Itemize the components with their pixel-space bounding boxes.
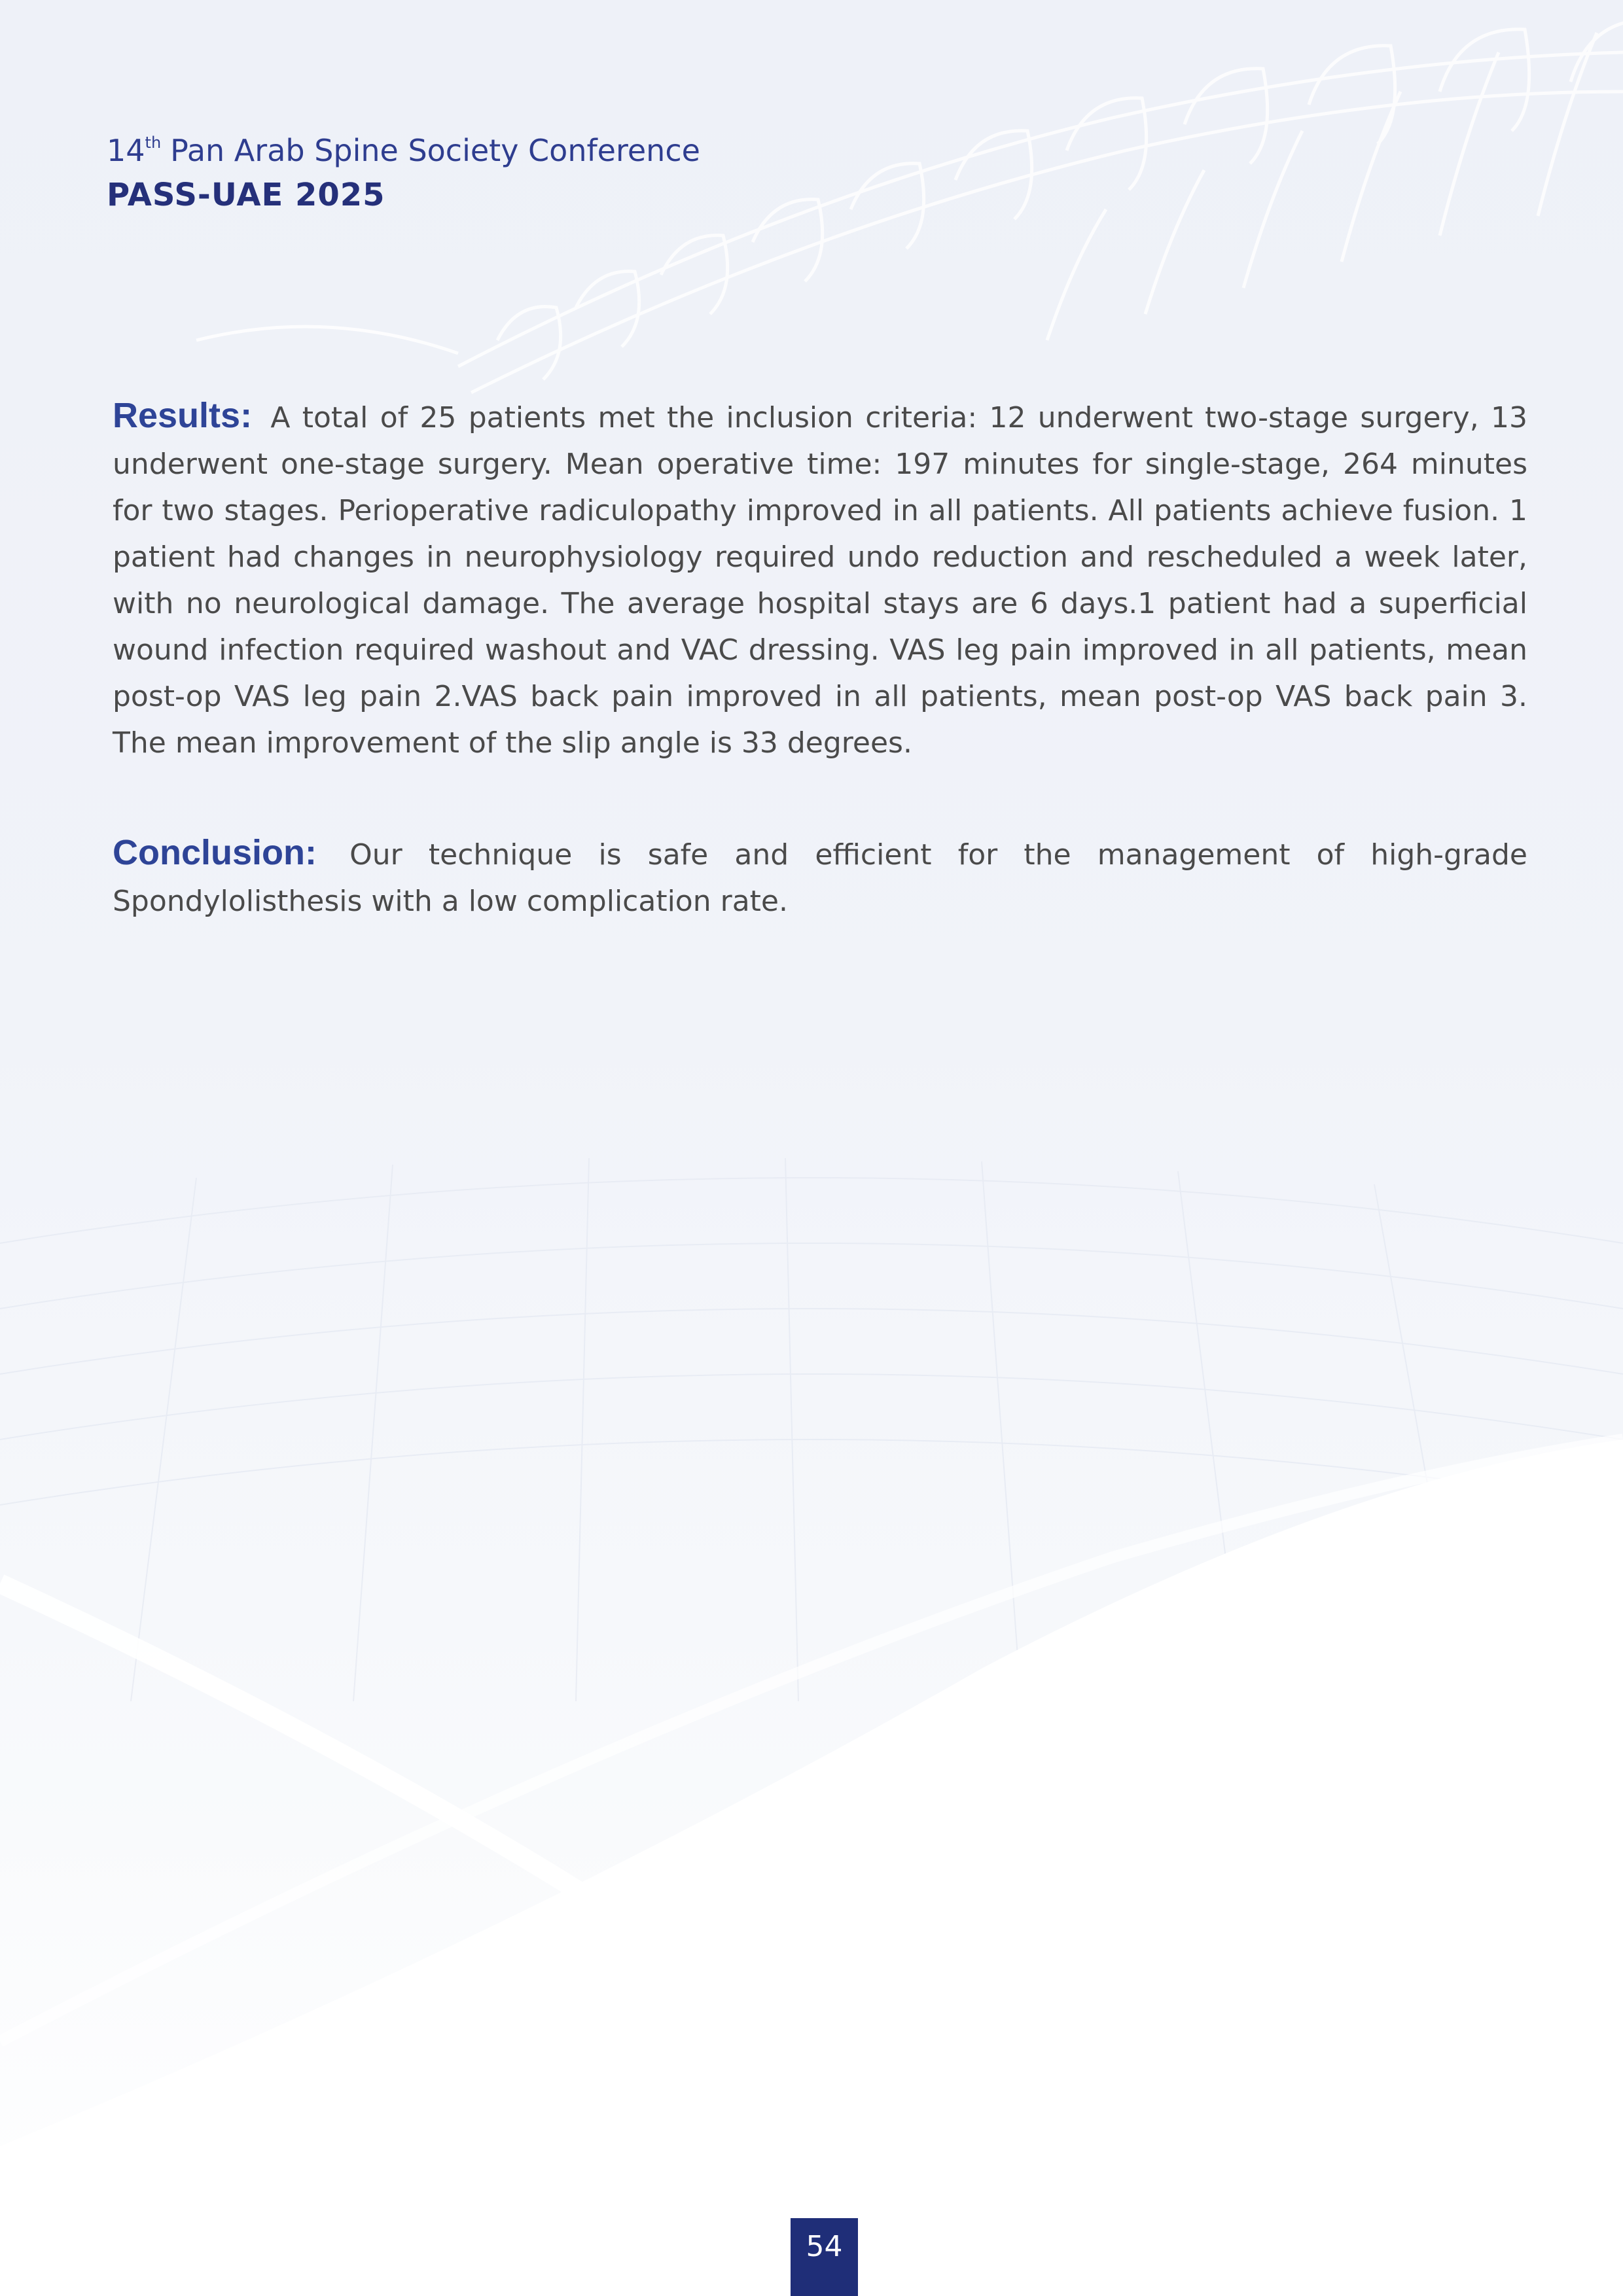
conference-title-line [107, 121, 700, 172]
lower-wave-line-1 [0, 1583, 589, 1898]
edition-suffix: th [145, 133, 162, 152]
edition-number: 14 [107, 133, 145, 168]
lower-wave-white [0, 1439, 1623, 2296]
event-name: PASS-UAE 2025 [107, 177, 385, 213]
conference-name: Pan Arab Spine Society Conference [170, 133, 700, 168]
conclusion-section [113, 830, 1527, 925]
results-heading: Results: [113, 396, 253, 435]
results-section [113, 393, 1527, 766]
results-body: A total of 25 patients met the inclusion criteria: 12 underwent two-stage surgery, 13 underwent one-stage surgery. Mean operative time: 197 minutes for single-stage, 264 minutes for two stages. Perioperative radiculopathy improved in all patients. All patients achieve fusion. 1 patient had changes in neurophysiology required undo reduction and rescheduled a week later, with no neurological damage. The average hospital stays are 6 days.1 patient had a superficial wound infection required washout and VAC dressing. VAS leg pain improved in all patients, mean post-op VAS leg pain 2.VAS back pain improved in all patients, mean post-op VAS back pain 3. The mean improvement of the slip angle is 33 degrees. [113, 401, 1527, 760]
conclusion-body: Our technique is safe and efficient for the management of high-grade Spondylolisthesis with a low complication rate. [113, 838, 1527, 918]
conference-header [107, 121, 700, 218]
conclusion-heading: Conclusion: [113, 833, 317, 872]
page-number-badge: 54 [791, 2218, 858, 2296]
